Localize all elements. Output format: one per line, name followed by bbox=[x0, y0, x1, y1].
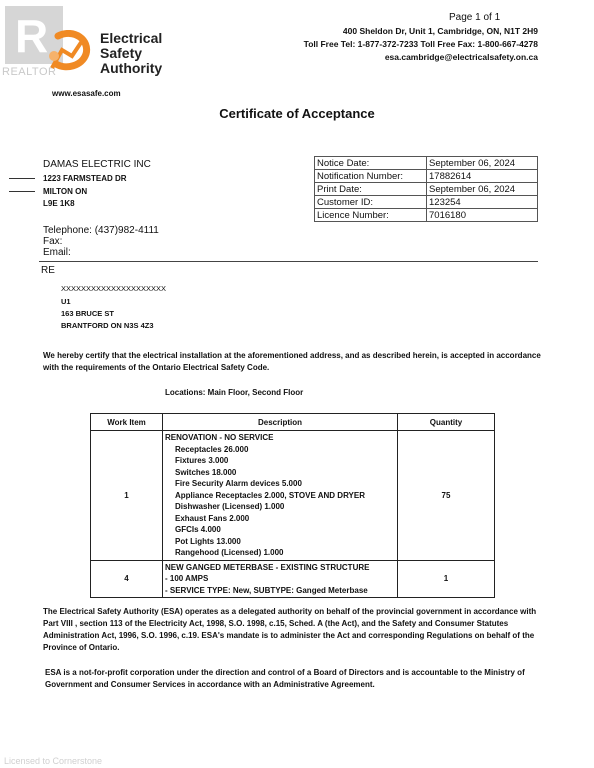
license-watermark: Licensed to Cornerstone bbox=[4, 756, 103, 766]
notice-value: 17882614 bbox=[427, 170, 538, 183]
header-quantity: Quantity bbox=[398, 414, 495, 431]
notice-label: Customer ID: bbox=[315, 196, 427, 209]
site-address-line: U1 bbox=[61, 297, 71, 306]
work-description bbox=[163, 560, 398, 598]
locations: Locations: Main Floor, Second Floor bbox=[165, 388, 304, 397]
notice-value: 7016180 bbox=[427, 209, 538, 222]
divider bbox=[39, 261, 538, 262]
notice-value: September 06, 2024 bbox=[427, 157, 538, 170]
notice-label: Notice Date: bbox=[315, 157, 427, 170]
notice-table bbox=[314, 156, 538, 222]
description-line: Switches 18.000 bbox=[175, 467, 237, 477]
work-quantity: 75 bbox=[398, 431, 495, 561]
owner-name: XXXXXXXXXXXXXXXXXXXXX bbox=[61, 284, 167, 293]
esa-name-line: Authority bbox=[100, 60, 163, 76]
notice-label: Print Date: bbox=[315, 183, 427, 196]
esa-name bbox=[100, 31, 162, 76]
site-address-line: 163 BRUCE ST bbox=[61, 309, 114, 318]
description-line: Appliance Receptacles 2.000, STOVE AND DRYER bbox=[175, 490, 365, 500]
contractor-address-line: L9E 1K8 bbox=[43, 199, 75, 208]
notice-label: Notification Number: bbox=[315, 170, 427, 183]
telephone: Telephone: (437)982-4111 bbox=[43, 225, 159, 236]
notice-value: 123254 bbox=[427, 196, 538, 209]
table-row bbox=[91, 431, 495, 561]
contractor-contact bbox=[43, 225, 159, 258]
contractor-address-line: MILTON ON bbox=[43, 187, 88, 196]
notice-value: September 06, 2024 bbox=[427, 183, 538, 196]
fax: Fax: bbox=[43, 236, 63, 247]
description-line: RENOVATION - NO SERVICE bbox=[165, 433, 274, 442]
realtor-watermark-text: REALTOR bbox=[2, 66, 57, 78]
redaction-mark bbox=[9, 191, 35, 192]
esa-website: www.esasafe.com bbox=[52, 89, 121, 98]
description-line: GFCIs 4.000 bbox=[175, 525, 221, 534]
esa-logo-icon bbox=[44, 30, 94, 76]
esa-mandate-paragraph: The Electrical Safety Authority (ESA) operates as a delegated authority on behalf of the provincial government in accordance with Part VIII , section 113 of the Electricity Act, 1998, S.O. 1998, c.15, Sched. A (the Act), and the Safety and Consumer Statutes Administration Act, 1996, S.O. 1996, c.19. ESA's mandate is to administer the Act and corresponding Regulations on behalf of the Province of Ontario. bbox=[43, 607, 537, 652]
work-quantity: 1 bbox=[398, 560, 495, 598]
site-address-line: BRANTFORD ON N3S 4Z3 bbox=[61, 321, 154, 330]
esa-governance-paragraph: ESA is a not-for-profit corporation under the direction and control of a Board of Directors and is accountable to the Ministry of Government and Consumer Services in accordance with an Administrative Agreement. bbox=[45, 668, 525, 689]
description-line: Fixtures 3.000 bbox=[175, 456, 229, 465]
document-title: Certificate of Acceptance bbox=[219, 106, 375, 121]
notice-row bbox=[315, 157, 538, 170]
description-line: Pot Lights 13.000 bbox=[175, 536, 241, 546]
work-item-number: 1 bbox=[91, 431, 163, 561]
notice-row bbox=[315, 183, 538, 196]
page-number: Page 1 of 1 bbox=[449, 12, 501, 23]
description-line: Fire Security Alarm devices 5.000 bbox=[175, 479, 302, 488]
work-table-header bbox=[91, 414, 495, 431]
email-line: esa.cambridge@electricalsafety.on.ca bbox=[384, 52, 538, 62]
notice-row bbox=[315, 196, 538, 209]
work-description bbox=[163, 431, 398, 561]
description-line: - SERVICE TYPE: New, SUBTYPE: Ganged Meterbase bbox=[165, 585, 368, 595]
header-work-item: Work Item bbox=[91, 414, 163, 431]
address-line: 400 Sheldon Dr, Unit 1, Cambridge, ON, N1T 2H9 bbox=[342, 26, 538, 36]
notice-row bbox=[315, 170, 538, 183]
work-table bbox=[90, 413, 495, 598]
description-line: NEW GANGED METERBASE - EXISTING STRUCTURE bbox=[165, 562, 370, 572]
description-line: Receptacles 26.000 bbox=[175, 444, 249, 454]
description-line: Rangehood (Licensed) 1.000 bbox=[175, 548, 284, 557]
work-item-number: 4 bbox=[91, 560, 163, 598]
redaction-mark bbox=[9, 178, 35, 179]
phone-line: Toll Free Tel: 1-877-372-7233 Toll Free Fax: 1-800-667-4278 bbox=[303, 39, 538, 49]
table-row bbox=[91, 560, 495, 598]
description-line: - 100 AMPS bbox=[165, 574, 209, 583]
esa-name-line: Electrical bbox=[100, 30, 163, 46]
description-line: Exhaust Fans 2.000 bbox=[175, 513, 250, 523]
email: Email: bbox=[43, 247, 71, 258]
description-line: Dishwasher (Licensed) 1.000 bbox=[175, 502, 285, 511]
contractor-name: DAMAS ELECTRIC INC bbox=[43, 159, 151, 170]
svg-text:R: R bbox=[15, 10, 49, 62]
notice-label: Licence Number: bbox=[315, 209, 427, 222]
esa-name-line: Safety bbox=[100, 45, 143, 61]
esa-address bbox=[304, 25, 538, 64]
header-description: Description bbox=[163, 414, 398, 431]
contractor-address-line: 1223 FARMSTEAD DR bbox=[43, 174, 127, 183]
certification-statement: We hereby certify that the electrical installation at the aforementioned address, and as described herein, is accepted in accordance with the requirements of the Ontario Electrical Safety Code. bbox=[43, 351, 541, 372]
re-label: RE bbox=[41, 265, 55, 276]
notice-row bbox=[315, 209, 538, 222]
